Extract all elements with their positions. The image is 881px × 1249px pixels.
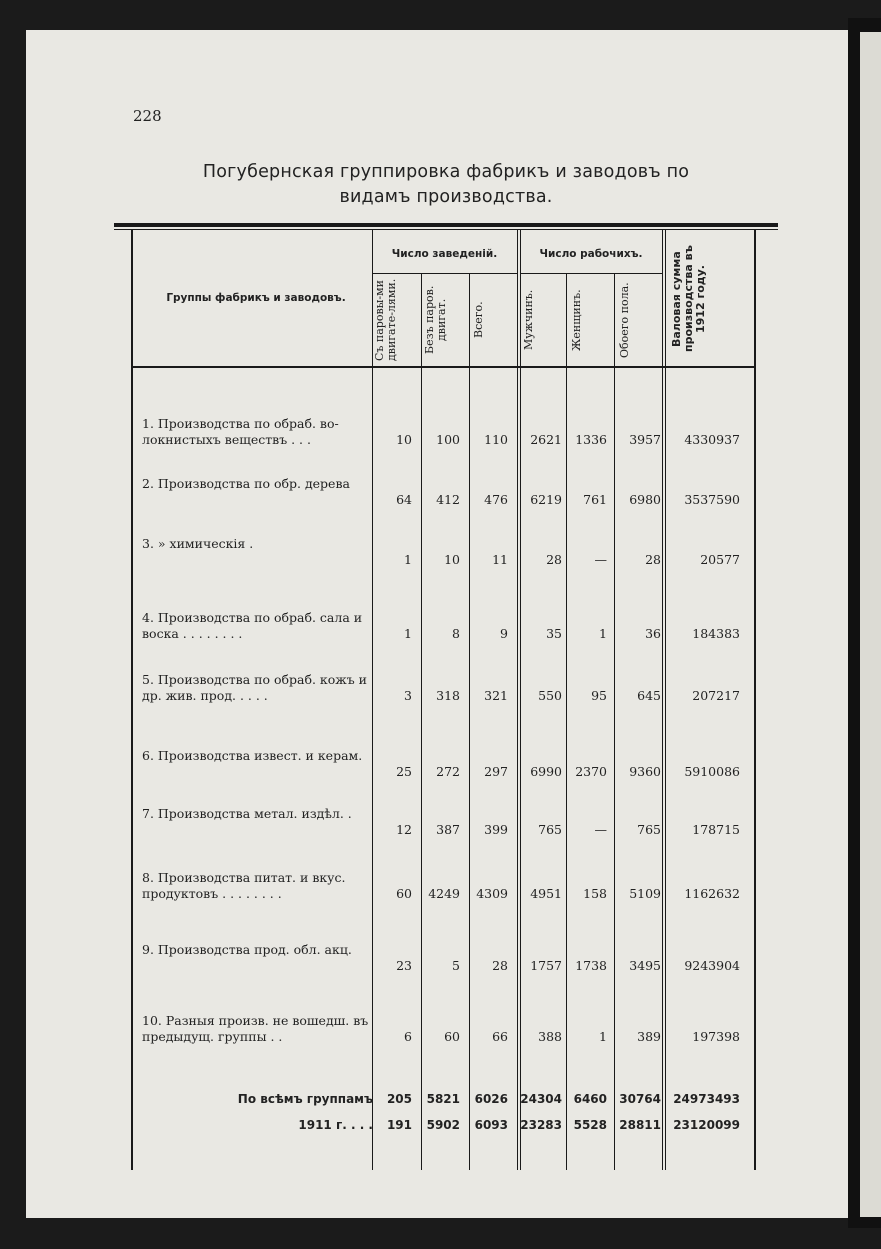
cell-gross: 4330937: [684, 432, 740, 447]
cell-gross: 20577: [700, 552, 740, 567]
cell-both: 389: [637, 1029, 661, 1044]
cell-men: 6990: [530, 764, 562, 779]
row-label: 6. Производства извест. и керам.: [142, 748, 363, 763]
cell-nosteam: 5: [452, 958, 460, 973]
cell-nosteam: 412: [436, 492, 460, 507]
cell-women: 1738: [575, 958, 607, 973]
header-col-total: Всего.: [472, 301, 485, 339]
row-label: 7. Производства метал. издѣл. .: [142, 806, 352, 821]
cell-women: 158: [583, 886, 607, 901]
document-page: [26, 30, 848, 1218]
totals-cell-nosteam: 5902: [426, 1118, 460, 1132]
cell-steam: 10: [396, 432, 412, 447]
cell-steam: 25: [396, 764, 412, 779]
cell-steam: 1: [404, 626, 412, 641]
cell-steam: 12: [396, 822, 412, 837]
cell-nosteam: 318: [436, 688, 460, 703]
cell-steam: 1: [404, 552, 412, 567]
cell-nosteam: 4249: [428, 886, 460, 901]
cell-steam: 23: [396, 958, 412, 973]
cell-men: 1757: [530, 958, 562, 973]
cell-men: 2621: [530, 432, 562, 447]
cell-men: 765: [538, 822, 562, 837]
row-label: 3. » химическія .: [142, 536, 254, 551]
cell-total: 110: [484, 432, 508, 447]
cell-total: 9: [500, 626, 508, 641]
header-col-steam: Съ паровы-ми двигате-лями.: [373, 278, 398, 362]
next-page-edge: [860, 32, 881, 1217]
top-rule-thin: [114, 229, 778, 230]
header-group-rule: [520, 273, 662, 274]
header-col-nosteam: Безъ паров. двигат.: [423, 285, 448, 355]
cell-gross: 5910086: [684, 764, 740, 779]
cell-total: 11: [492, 552, 508, 567]
cell-gross: 9243904: [684, 958, 740, 973]
cell-steam: 64: [396, 492, 412, 507]
cell-both: 765: [637, 822, 661, 837]
cell-nosteam: 8: [452, 626, 460, 641]
cell-total: 297: [484, 764, 508, 779]
row-label: 9. Производства прод. обл. акц.: [142, 942, 352, 957]
header-workers: Число рабочихъ.: [539, 248, 643, 260]
cell-women: 2370: [575, 764, 607, 779]
column-rule: [131, 230, 133, 1170]
cell-gross: 207217: [692, 688, 740, 703]
cell-men: 550: [538, 688, 562, 703]
cell-both: 3495: [629, 958, 661, 973]
cell-both: 36: [645, 626, 661, 641]
cell-both: 9360: [629, 764, 661, 779]
cell-nosteam: 10: [444, 552, 460, 567]
cell-nosteam: 272: [436, 764, 460, 779]
cell-gross: 197398: [692, 1029, 740, 1044]
cell-total: 321: [484, 688, 508, 703]
cell-total: 28: [492, 958, 508, 973]
totals-cell-women: 6460: [573, 1092, 607, 1106]
totals-label: 1911 г. . . .: [298, 1118, 373, 1132]
cell-women: 1: [599, 1029, 607, 1044]
totals-cell-men: 23283: [520, 1118, 562, 1132]
column-rule: [754, 230, 756, 1170]
cell-men: 388: [538, 1029, 562, 1044]
cell-gross: 3537590: [684, 492, 740, 507]
totals-cell-total: 6093: [474, 1118, 508, 1132]
cell-men: 35: [546, 626, 562, 641]
totals-cell-nosteam: 5821: [426, 1092, 460, 1106]
cell-total: 476: [484, 492, 508, 507]
header-establishments: Число заведеній.: [391, 248, 498, 260]
totals-cell-gross: 24973493: [673, 1092, 740, 1106]
cell-women: 95: [591, 688, 607, 703]
cell-gross: 1162632: [684, 886, 740, 901]
cell-women: —: [594, 552, 607, 567]
cell-steam: 3: [404, 688, 412, 703]
row-label: 8. Производства питат. и вкус. продуктовъ . . . . . . . .: [142, 870, 346, 901]
row-label: 2. Производства по обр. дерева: [142, 476, 350, 491]
cell-women: —: [594, 822, 607, 837]
cell-total: 4309: [476, 886, 508, 901]
totals-cell-men: 24304: [520, 1092, 562, 1106]
top-rule: [114, 223, 778, 227]
totals-cell-total: 6026: [474, 1092, 508, 1106]
totals-cell-gross: 23120099: [673, 1118, 740, 1132]
totals-cell-women: 5528: [573, 1118, 607, 1132]
header-groups: Группы фабрикъ и заводовъ.: [166, 292, 346, 304]
totals-cell-both: 30764: [619, 1092, 661, 1106]
cell-gross: 178715: [692, 822, 740, 837]
totals-cell-steam: 205: [386, 1092, 412, 1106]
cell-men: 4951: [530, 886, 562, 901]
cell-steam: 6: [404, 1029, 412, 1044]
cell-nosteam: 60: [444, 1029, 460, 1044]
row-label: 4. Производства по обраб. сала и воска . . . . . . . .: [142, 610, 363, 641]
cell-women: 1336: [575, 432, 607, 447]
row-label: 5. Производства по обраб. кожъ и др. жив. прод. . . . .: [142, 672, 368, 703]
cell-both: 5109: [629, 886, 661, 901]
header-col-gross: Валовая сумма производства въ 1912 году.: [670, 245, 707, 353]
cell-steam: 60: [396, 886, 412, 901]
cell-total: 66: [492, 1029, 508, 1044]
title-line-2: видамъ производства.: [339, 187, 553, 207]
header-col-men: Мужчинъ.: [522, 289, 535, 351]
cell-nosteam: 387: [436, 822, 460, 837]
cell-both: 6980: [629, 492, 661, 507]
row-label: 10. Разныя произв. не вошедш. въ предыдущ. группы . .: [142, 1013, 369, 1044]
header-col-both: Обоего пола.: [618, 282, 631, 358]
totals-cell-both: 28811: [619, 1118, 661, 1132]
header-bottom-rule: [131, 366, 754, 368]
totals-cell-steam: 191: [386, 1118, 412, 1132]
page-title: [146, 160, 746, 210]
row-label: 1. Производства по обраб. во-локнистыхъ веществъ . . .: [142, 416, 339, 447]
cell-nosteam: 100: [436, 432, 460, 447]
cell-women: 1: [599, 626, 607, 641]
header-col-women: Женщинъ.: [570, 289, 583, 351]
cell-both: 3957: [629, 432, 661, 447]
cell-women: 761: [583, 492, 607, 507]
totals-label: По всѣмъ группамъ: [237, 1092, 373, 1106]
cell-men: 28: [546, 552, 562, 567]
header-group-rule: [372, 273, 517, 274]
page-number: 228: [133, 107, 162, 125]
column-rule: [662, 230, 663, 1170]
cell-total: 399: [484, 822, 508, 837]
title-line-1: Погубернская группировка фабрикъ и заводовъ по: [202, 162, 690, 182]
cell-men: 6219: [530, 492, 562, 507]
column-rule: [665, 230, 666, 1170]
cell-both: 28: [645, 552, 661, 567]
cell-both: 645: [637, 688, 661, 703]
cell-gross: 184383: [692, 626, 740, 641]
